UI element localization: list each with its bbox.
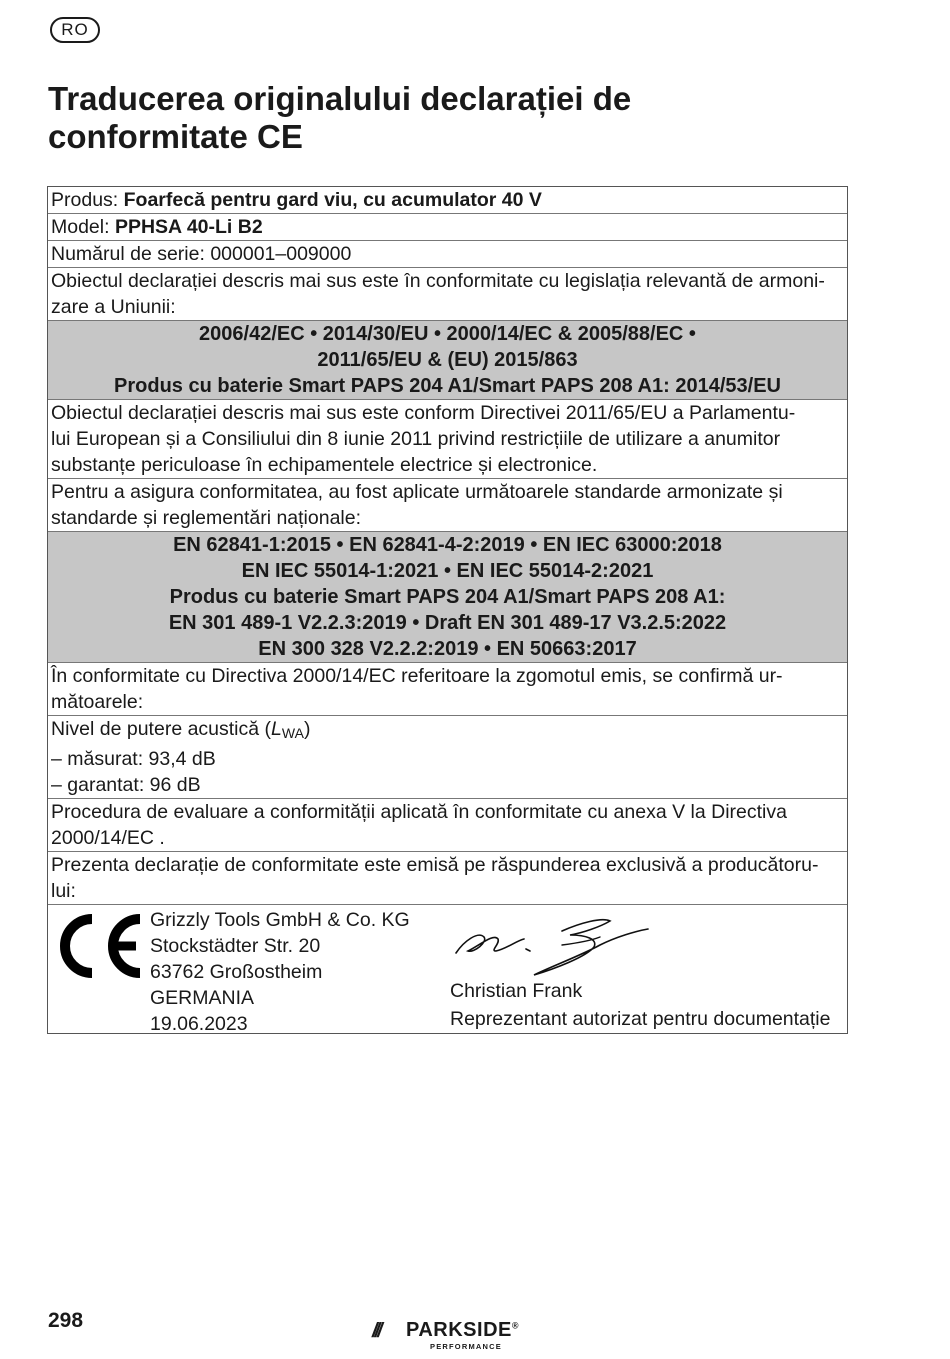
ce-mark-icon [52, 913, 144, 979]
declaration-date: 19.06.2023 [150, 1013, 248, 1035]
handwritten-signature [450, 911, 660, 981]
manufacturer-country: GERMANIA [150, 987, 255, 1009]
guaranteed-value: – garantat: 96 dB [51, 774, 201, 796]
sound-power-level [51, 716, 844, 746]
page-title [48, 80, 868, 156]
standard-line: EN 300 328 V2.2.2:2019 • EN 50663:2017 [258, 638, 637, 660]
rohs-statement [48, 399, 847, 478]
language-badge: RO [50, 17, 100, 43]
standard-line: EN 301 489-1 V2.2.3:2019 • Draft EN 301 489-17 V3.2.5:2022 [168, 612, 727, 634]
text-line: 2000/14/EC . [51, 827, 165, 849]
sound-level-symbol: L [271, 718, 282, 740]
model-row [48, 213, 847, 240]
standards-intro [48, 478, 847, 531]
text-line: Obiectul declarației descris mai sus este în conformitate cu legislația relevantă de armoni- [51, 270, 825, 292]
directive-line: 2011/65/EU & (EU) 2015/863 [317, 349, 578, 371]
text-line: Obiectul declarației descris mai sus este conform Directivei 2011/65/EU a Parlamentu- [51, 402, 796, 424]
registered-mark: ® [511, 1320, 520, 1331]
manufacturer-name: Grizzly Tools GmbH & Co. KG [150, 909, 410, 931]
standard-line: Produs cu baterie Smart PAPS 204 A1/Smart PAPS 208 A1: [169, 586, 726, 608]
brand-name [406, 1319, 519, 1342]
signer-name: Christian Frank [450, 980, 583, 1002]
text-line: substanțe periculoase în echipamentele electrice și electronice. [51, 454, 598, 476]
sound-level-close: ) [303, 718, 311, 740]
text-line: lui: [51, 880, 76, 902]
manufacturer-city: 63762 Großostheim [150, 961, 323, 983]
page-number: 298 [48, 1309, 84, 1332]
text-line: Pentru a asigura conformitatea, au fost aplicate următoarele standarde armonizate și [51, 481, 783, 503]
sound-level-subscript: WA [281, 725, 304, 741]
title-line: conformitate CE [48, 118, 303, 155]
text-line: lui European și a Consiliului din 8 iunie 2011 privind restricțiile de utilizare a anumitor [51, 428, 781, 450]
declaration-table [47, 186, 848, 1034]
signer-role: Reprezentant autorizat pentru documentație [450, 1008, 831, 1030]
directive-line: Produs cu baterie Smart PAPS 204 A1/Smart PAPS 208 A1: 2014/53/EU [114, 375, 781, 397]
noise-values [48, 715, 847, 798]
measured-value: – măsurat: 93,4 dB [51, 748, 216, 770]
sound-level-label: Nivel de putere acustică ( [51, 718, 272, 740]
parkside-logo [372, 1316, 532, 1352]
text-line: mătoarele: [51, 691, 144, 713]
directives-block [48, 320, 847, 399]
title-line: Traducerea originalului declarației de [48, 80, 632, 117]
text-line: Procedura de evaluare a conformității aplicată în conformitate cu anexa V la Directiva [51, 801, 787, 823]
standards-block [48, 531, 847, 662]
model-value: PPHSA 40-Li B2 [114, 216, 263, 238]
manufacturer-street: Stockstädter Str. 20 [150, 935, 321, 957]
standard-line: EN 62841-1:2015 • EN 62841-4-2:2019 • EN IEC 63000:2018 [173, 534, 722, 556]
responsibility-statement [48, 851, 847, 904]
product-row [48, 187, 847, 213]
product-label: Produs: [51, 189, 124, 211]
signer-block [450, 977, 831, 1033]
brand-subtitle: PERFORMANCE [430, 1342, 502, 1351]
manufacturer-address [150, 907, 410, 1037]
directive-line: 2006/42/EC • 2014/30/EU • 2000/14/EC & 2005/88/EC • [199, 323, 696, 345]
signature-section [48, 904, 847, 1033]
noise-intro [48, 662, 847, 715]
brand-name-text: PARKSIDE [406, 1319, 512, 1341]
brand-slashes: /// [372, 1320, 380, 1342]
serial-number: Numărul de serie: 000001–009000 [51, 243, 352, 265]
text-line: zare a Uniunii: [51, 296, 176, 318]
text-line: standarde și reglementări naționale: [51, 507, 362, 529]
text-line: În conformitate cu Directiva 2000/14/EC referitoare la zgomotul emis, se confirmă ur- [51, 665, 783, 687]
serial-row [48, 240, 847, 267]
object-statement [48, 267, 847, 320]
procedure-statement [48, 798, 847, 851]
model-label: Model: [51, 216, 115, 238]
text-line: Prezenta declarație de conformitate este emisă pe răspunderea exclusivă a producătoru- [51, 854, 819, 876]
product-value: Foarfecă pentru gard viu, cu acumulator 40 V [123, 189, 542, 211]
standard-line: EN IEC 55014-1:2021 • EN IEC 55014-2:2021 [241, 560, 654, 582]
